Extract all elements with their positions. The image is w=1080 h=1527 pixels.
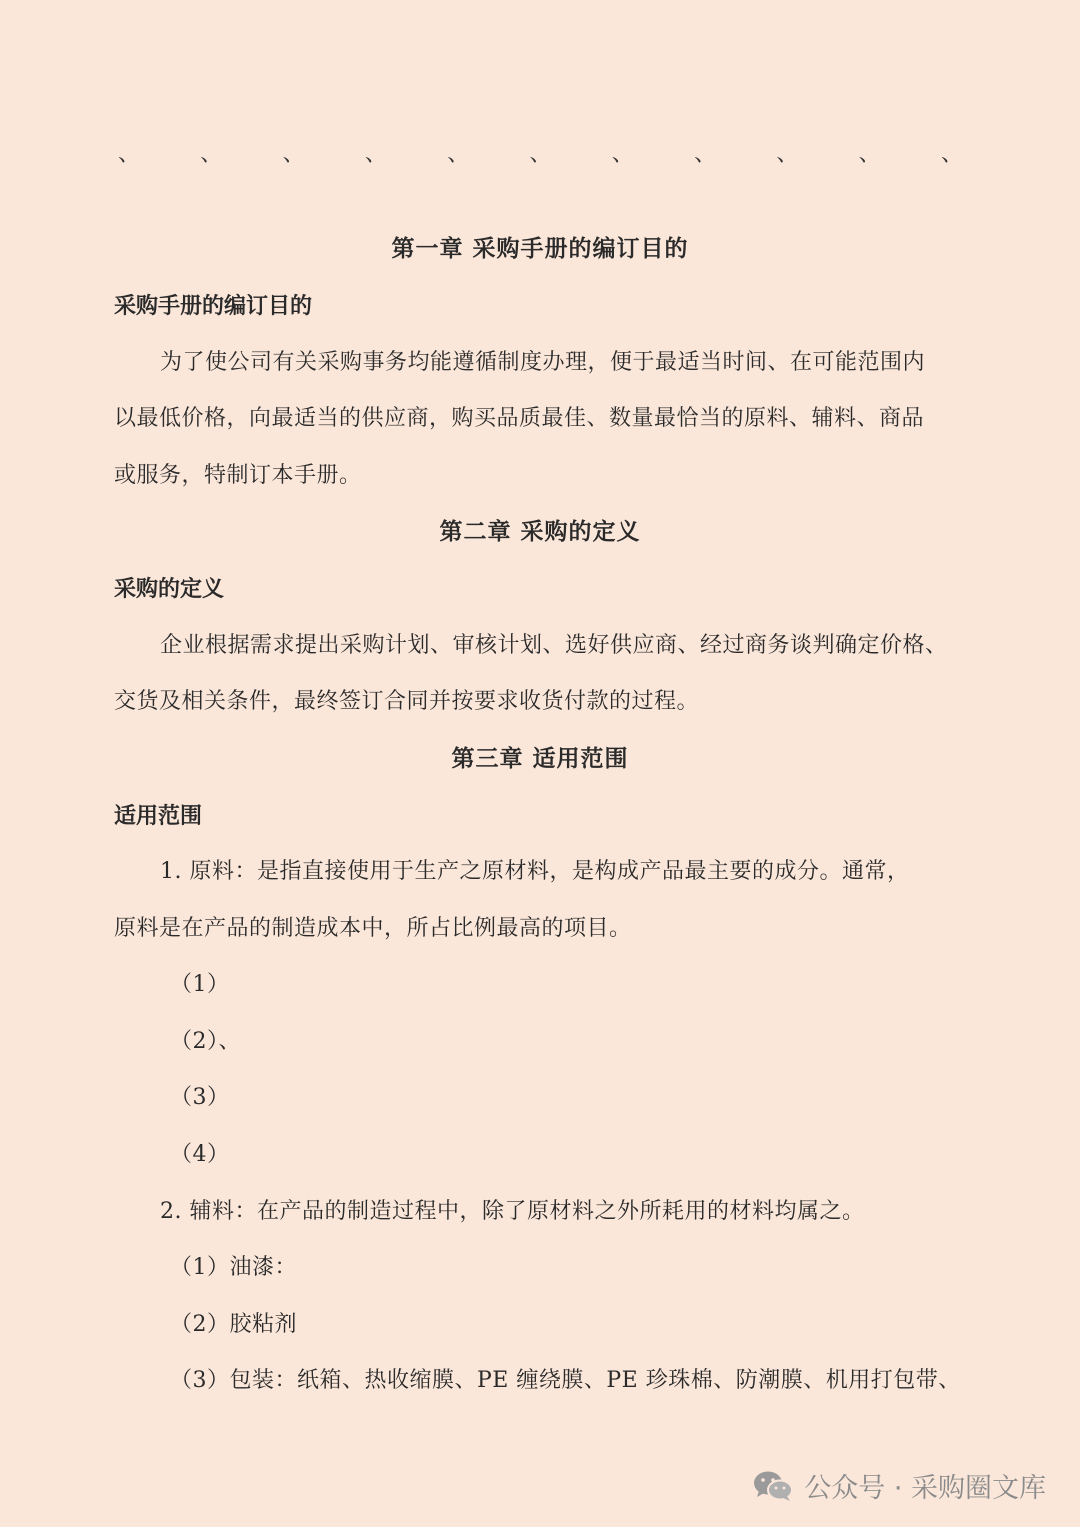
chapter-2-section-heading: 采购的定义 <box>114 576 225 602</box>
mark: 、 <box>118 142 141 167</box>
item-2-subitem: （1）油漆： <box>170 1255 297 1280</box>
item-2-line: 2. 辅料：在产品的制造过程中，除了原材料之外所耗用的材料均属之。 <box>160 1199 865 1224</box>
chapter-1-paragraph-line: 为了使公司有关采购事务均能遵循制度办理，便于最适当时间、在可能范围内 <box>160 350 926 375</box>
chapter-3-section-heading: 适用范围 <box>114 803 203 829</box>
item-1-subitem: （4） <box>170 1142 230 1167</box>
mark: 、 <box>940 142 963 167</box>
item-2-subitem: （2）胶粘剂 <box>170 1312 297 1337</box>
watermark <box>752 1466 1046 1505</box>
item-1-line: 原料是在产品的制造成本中，所占比例最高的项目。 <box>114 916 632 941</box>
mark: 、 <box>282 142 305 167</box>
item-1-subitem: （1） <box>170 972 230 997</box>
mark: 、 <box>858 142 881 167</box>
wechat-icon <box>752 1469 794 1503</box>
chapter-1-section-heading: 采购手册的编订目的 <box>114 293 313 319</box>
chapter-1-paragraph-line: 以最低价格，向最适当的供应商，购买品质最佳、数量最恰当的原料、辅料、商品 <box>114 406 925 431</box>
mark: 、 <box>447 142 470 167</box>
watermark-text: 公众号 · 采购圈文库 <box>804 1473 1046 1504</box>
chapter-1-title: 第一章 采购手册的编订目的 <box>391 235 689 262</box>
mark: 、 <box>694 142 717 167</box>
mark: 、 <box>529 142 552 167</box>
mark: 、 <box>364 142 387 167</box>
chapter-3-title: 第三章 适用范围 <box>451 745 629 772</box>
mark: 、 <box>611 142 634 167</box>
item-1-line: 1. 原料：是指直接使用于生产之原材料，是构成产品最主要的成分。通常， <box>160 859 910 884</box>
chapter-1-paragraph-line: 或服务，特制订本手册。 <box>114 463 362 488</box>
mark: 、 <box>776 142 799 167</box>
punctuation-marks-row <box>118 140 963 170</box>
mark: 、 <box>200 142 223 167</box>
chapter-2-paragraph-line: 企业根据需求提出采购计划、审核计划、选好供应商、经过商务谈判确定价格、 <box>160 633 948 658</box>
chapter-2-paragraph-line: 交货及相关条件，最终签订合同并按要求收货付款的过程。 <box>114 689 700 714</box>
item-2-subitem: （3）包装：纸箱、热收缩膜、PE 缠绕膜、PE 珍珠棉、防潮膜、机用打包带、 <box>170 1368 961 1393</box>
chapter-2-title: 第二章 采购的定义 <box>439 518 641 545</box>
item-1-subitem: （2）、 <box>170 1029 241 1054</box>
item-1-subitem: （3） <box>170 1085 230 1110</box>
